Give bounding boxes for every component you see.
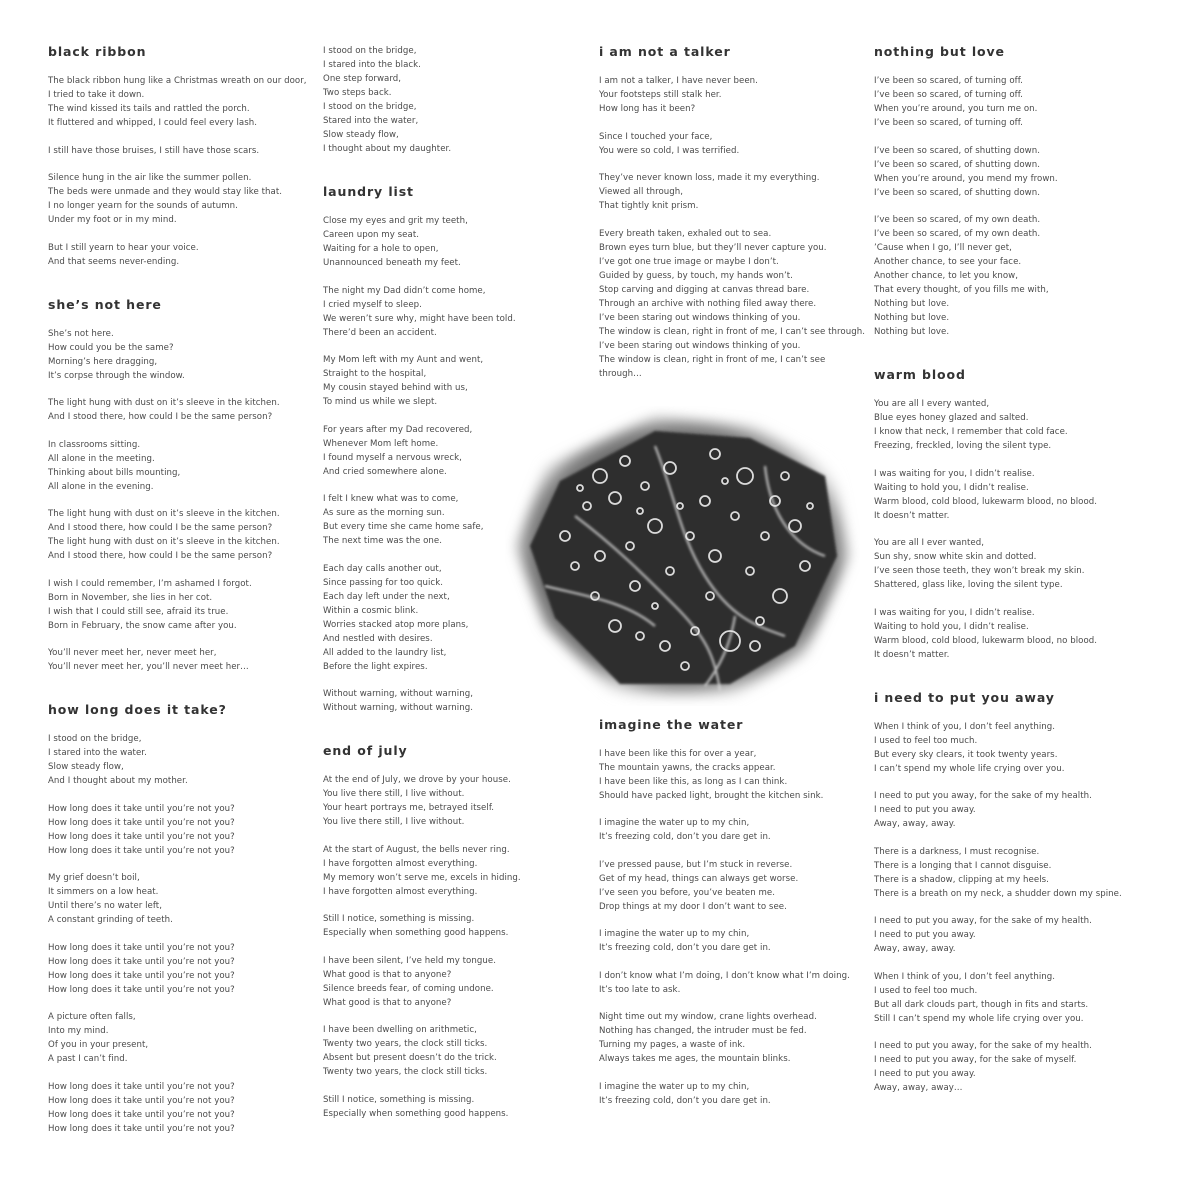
lyric-line: How long does it take until you’re not you? — [48, 942, 235, 953]
lyric-line: Another chance, to let you know, — [874, 271, 1019, 281]
lyric-line: Especially when something good happens. — [323, 928, 509, 938]
lyric-line: I’ve got one true image or maybe I don’t. — [599, 256, 779, 267]
lyric-line: I’ve been so scared, of shutting down. — [874, 187, 1041, 198]
lyric-line: Silence hung in the air like the summer pollen. — [48, 173, 252, 183]
stanza — [874, 789, 1149, 831]
lyric-line: Always takes me ages, the mountain blinks. — [599, 1054, 791, 1064]
lyric-line: Under my foot or in my mind. — [48, 215, 177, 225]
lyric-line: It’s too late to ask. — [599, 984, 681, 995]
lyric-line: Morning’s here dragging, — [48, 356, 158, 367]
stanza — [323, 44, 593, 156]
lyric-line: You’ll never meet her, you’ll never meet her… — [48, 662, 249, 672]
lyric-line: Careen upon my seat. — [323, 230, 420, 240]
lyric-line: How long does it take until you’re not you? — [48, 817, 235, 828]
lyric-line: Nothing but love. — [874, 313, 950, 323]
lyric-line: How long does it take until you’re not you? — [48, 845, 235, 856]
lyric-line: Especially when something good happens. — [323, 1108, 509, 1119]
stanza — [323, 284, 593, 340]
lyric-line: How long does it take until you’re not you? — [48, 1123, 235, 1134]
lyric-line: As sure as the morning sun. — [323, 508, 445, 518]
lyric-line: I need to put you away, for the sake of my health. — [874, 1041, 1092, 1051]
lyric-line: Born in February, the snow came after you. — [48, 620, 237, 631]
lyric-line: A past I can’t find. — [48, 1054, 128, 1064]
lyric-line: We weren’t sure why, might have been told. — [323, 313, 516, 324]
stanza — [599, 816, 874, 844]
stanza — [323, 1023, 593, 1079]
lyric-line: Warm blood, cold blood, lukewarm blood, no blood. — [874, 635, 1098, 646]
stanza — [599, 1010, 874, 1066]
song-continuation — [323, 44, 593, 156]
lyric-line: Still I notice, something is missing. — [323, 914, 475, 924]
stanza — [599, 171, 874, 213]
lyric-line: My cousin stayed behind with us, — [323, 383, 468, 393]
lyric-line: Sun shy, snow white skin and dotted. — [874, 552, 1037, 562]
lyric-line: I used to feel too much. — [874, 735, 978, 746]
lyric-line: I wish I could remember, I’m ashamed I forgot. — [48, 578, 252, 589]
lyric-line: Turning my pages, a waste of ink. — [599, 1040, 746, 1050]
lyric-line: I stood on the bridge, — [323, 46, 417, 56]
stanza — [874, 213, 1149, 339]
lyric-line: Before the light expires. — [323, 661, 428, 672]
lyric-line: How long has it been? — [599, 104, 696, 114]
lyric-line: I have been like this for over a year, — [599, 748, 757, 759]
song-title: she’s not here — [48, 296, 162, 312]
lyric-line: I thought about my daughter. — [323, 144, 452, 154]
stanza — [599, 74, 874, 116]
lyric-line: ’Cause when I go, I’ll never get, — [874, 243, 1012, 253]
lyric-line: Waiting to hold you, I didn’t realise. — [874, 621, 1029, 632]
stanza — [874, 914, 1149, 956]
lyric-line: When you’re around, you mend my frown. — [874, 173, 1058, 184]
lyric-line: Of you in your present, — [48, 1040, 149, 1050]
lyric-line: When I think of you, I don’t feel anything. — [874, 721, 1056, 732]
lyric-line: Guided by guess, by touch, my hands won’t. — [599, 270, 793, 281]
lyric-line: In classrooms sitting. — [48, 439, 141, 450]
lyric-line: I found myself a nervous wreck, — [323, 452, 462, 463]
lyric-line: My grief doesn’t boil, — [48, 873, 140, 883]
lyric-line: I’ve seen those teeth, they won’t break my skin. — [874, 566, 1085, 576]
stanza — [48, 577, 318, 633]
lyric-line: The light hung with dust on it’s sleeve in the kitchen. — [48, 509, 280, 519]
lyric-line: through… — [599, 368, 642, 379]
song-title: black ribbon — [48, 44, 147, 59]
lyric-line: Close my eyes and grit my teeth, — [323, 216, 468, 226]
lyric-line: I no longer yearn for the sounds of autumn. — [48, 201, 238, 211]
lyric-line: When you’re around, you turn me on. — [874, 104, 1038, 114]
lyric-line: She’s not here. — [48, 328, 114, 339]
ice-bubbles-photo — [505, 406, 860, 706]
stanza — [48, 396, 318, 424]
lyric-line: And cried somewhere alone. — [323, 466, 447, 477]
lyric-line: Silence breeds fear, of coming undone. — [323, 983, 494, 994]
lyric-line: Twenty two years, the clock still ticks. — [323, 1039, 488, 1049]
lyric-line: It’s freezing cold, don’t you dare get in. — [599, 1095, 771, 1106]
stanza — [874, 845, 1149, 901]
lyric-line: All alone in the evening. — [48, 481, 154, 492]
song-title: laundry list — [323, 184, 414, 199]
lyric-line: The window is clean, right in front of me, I can’t see through. — [599, 326, 865, 337]
lyric-line: Born in November, she lies in her cot. — [48, 592, 213, 603]
stanza — [874, 720, 1149, 776]
lyric-line: I don’t know what I’m doing, I don’t know what I’m doing. — [599, 970, 850, 981]
lyric-line: I wish that I could still see, afraid its true. — [48, 606, 229, 617]
lyric-line: It’s freezing cold, don’t you dare get in. — [599, 832, 771, 842]
lyric-line: It doesn’t matter. — [874, 510, 950, 521]
stanza — [599, 927, 874, 955]
lyric-line: Viewed all through, — [599, 187, 684, 197]
lyric-line: Into my mind. — [48, 1026, 109, 1036]
stanza — [48, 871, 318, 927]
lyric-line: I have forgotten almost everything. — [323, 858, 478, 869]
lyric-line: I’ve been so scared, of turning off. — [874, 118, 1023, 128]
lyric-line: I still have those bruises, I still have those scars. — [48, 145, 260, 156]
stanza — [48, 646, 318, 674]
lyric-line: I need to put you away, for the sake of my health. — [874, 916, 1092, 926]
stanza — [323, 912, 593, 940]
lyric-line: It’s freezing cold, don’t you dare get in. — [599, 943, 771, 953]
song — [874, 44, 1149, 339]
stanza — [874, 144, 1149, 200]
lyric-line: The black ribbon hung like a Christmas wreath on our door, — [48, 76, 307, 86]
song-title: imagine the water — [599, 716, 744, 732]
lyric-line: My memory won’t serve me, excels in hiding. — [323, 872, 521, 883]
lyric-line: I was waiting for you, I didn’t realise. — [874, 607, 1035, 618]
lyric-line: I’ve been so scared, of my own death. — [874, 229, 1041, 239]
song-title: warm blood — [874, 367, 966, 382]
lyric-line: I imagine the water up to my chin, — [599, 1081, 750, 1092]
lyric-line: How long does it take until you’re not you? — [48, 1109, 235, 1120]
lyric-line: There is a breath on my neck, a shudder down my spine. — [874, 888, 1122, 899]
song — [599, 717, 874, 1108]
lyric-line: I’ve been so scared, of turning off. — [874, 90, 1023, 100]
lyric-line: What good is that to anyone? — [323, 969, 452, 980]
stanza — [48, 74, 318, 130]
lyric-line: I’ve been so scared, of shutting down. — [874, 145, 1041, 156]
lyric-line: All added to the laundry list, — [323, 647, 447, 658]
lyrics-column-4 — [874, 44, 1149, 1123]
song-title: nothing but love — [874, 44, 1005, 59]
lyric-line: Unannounced beneath my feet. — [323, 258, 461, 268]
lyric-line: I’ve been staring out windows thinking of you. — [599, 312, 801, 323]
stanza — [48, 327, 318, 383]
lyric-line: Warm blood, cold blood, lukewarm blood, no blood. — [874, 496, 1098, 507]
stanza — [874, 467, 1149, 523]
lyric-line: Each day calls another out, — [323, 563, 442, 574]
lyric-line: The beds were unmade and they would stay like that. — [48, 187, 283, 197]
stanza — [323, 1093, 593, 1121]
lyric-line: Blue eyes honey glazed and salted. — [874, 413, 1029, 423]
lyric-line: Away, away, away. — [874, 819, 956, 829]
lyric-line: That tightly knit prism. — [599, 201, 699, 211]
lyric-line: And nestled with desires. — [323, 633, 433, 644]
lyric-line: Waiting to hold you, I didn’t realise. — [874, 482, 1029, 493]
lyric-line: I need to put you away, for the sake of myself. — [874, 1055, 1077, 1065]
lyric-line: There is a longing that I cannot disguise. — [874, 860, 1052, 871]
lyric-line: Until there’s no water left, — [48, 901, 162, 911]
lyric-line: There is a darkness, I must recognise. — [874, 846, 1040, 857]
lyric-line: It fluttered and whipped, I could feel every lash. — [48, 118, 258, 128]
stanza — [323, 843, 593, 899]
song-title: i am not a talker — [599, 44, 731, 59]
lyric-line: Away, away, away… — [874, 1083, 963, 1093]
lyric-line: But every sky clears, it took twenty years. — [874, 749, 1058, 760]
stanza — [48, 732, 318, 788]
stanza — [48, 1080, 318, 1136]
lyric-line: I was waiting for you, I didn’t realise. — [874, 468, 1035, 479]
lyric-line: Freezing, freckled, loving the silent type. — [874, 441, 1052, 451]
lyric-line: Still I notice, something is missing. — [323, 1094, 475, 1105]
lyric-line: I used to feel too much. — [874, 985, 978, 996]
song — [48, 702, 318, 1136]
stanza — [323, 954, 593, 1010]
lyric-line: To mind us while we slept. — [323, 397, 438, 407]
lyric-line: At the end of July, we drove by your house. — [323, 775, 511, 785]
lyric-line: Shattered, glass like, loving the silent type. — [874, 580, 1063, 590]
lyric-line: Since passing for too quick. — [323, 577, 444, 588]
lyric-line: I’ve pressed pause, but I’m stuck in reverse. — [599, 859, 793, 870]
lyric-line: The next time was the one. — [323, 536, 442, 546]
lyrics-column-1 — [48, 44, 318, 1164]
stanza — [599, 227, 874, 381]
lyric-line: Stop carving and digging at canvas thread bare. — [599, 284, 810, 295]
stanza — [874, 1039, 1149, 1095]
stanza — [599, 1080, 874, 1108]
lyric-line: But I still yearn to hear your voice. — [48, 242, 199, 253]
lyric-line: I felt I knew what was to come, — [323, 494, 459, 504]
lyric-line: Stared into the water, — [323, 116, 419, 126]
lyric-line: Two steps back. — [323, 88, 392, 98]
lyric-line: I’ve been staring out windows thinking of you. — [599, 340, 801, 351]
lyric-line: The mountain yawns, the cracks appear. — [599, 762, 776, 773]
stanza — [48, 241, 318, 269]
stanza — [323, 214, 593, 270]
stanza — [48, 802, 318, 858]
lyric-line: I know that neck, I remember that cold face. — [874, 427, 1068, 437]
lyric-line: Should have packed light, brought the kitchen sink. — [599, 790, 824, 801]
lyric-line: Another chance, to see your face. — [874, 257, 1022, 267]
lyric-line: Night time out my window, crane lights overhead. — [599, 1012, 817, 1022]
stanza — [599, 747, 874, 803]
lyric-line: Whenever Mom left home. — [323, 438, 439, 449]
lyric-line: Waiting for a hole to open, — [323, 244, 439, 254]
stanza — [48, 438, 318, 494]
song — [599, 44, 874, 381]
lyric-line: You live there still, I live without. — [323, 817, 465, 827]
lyric-line: How could you be the same? — [48, 342, 174, 353]
lyric-line: How long does it take until you’re not you? — [48, 956, 235, 967]
lyric-line: You’ll never meet her, never meet her, — [48, 648, 217, 658]
stanza — [323, 353, 593, 409]
lyric-line: Nothing has changed, the intruder must be fed. — [599, 1026, 807, 1036]
lyric-line: I have been like this, as long as I can think. — [599, 776, 788, 787]
lyric-line: How long does it take until you’re not you? — [48, 970, 235, 981]
song — [874, 367, 1149, 662]
lyric-line: And I stood there, how could I be the same person? — [48, 412, 273, 422]
lyric-line: Since I touched your face, — [599, 131, 713, 142]
lyric-line: I need to put you away. — [874, 930, 976, 940]
stanza — [48, 144, 318, 158]
lyric-line: I need to put you away, for the sake of my health. — [874, 791, 1092, 801]
lyric-line: Drop things at my door I don’t want to see. — [599, 901, 787, 912]
lyric-line: Brown eyes turn blue, but they’ll never capture you. — [599, 242, 827, 253]
stanza — [874, 970, 1149, 1026]
lyric-line: Every breath taken, exhaled out to sea. — [599, 228, 772, 239]
lyric-line: I stared into the black. — [323, 60, 421, 70]
lyric-line: One step forward, — [323, 74, 402, 84]
lyric-line: At the start of August, the bells never ring. — [323, 844, 510, 855]
lyric-line: There is a shadow, clipping at my heels. — [874, 874, 1049, 885]
lyric-line: I imagine the water up to my chin, — [599, 929, 750, 939]
stanza — [323, 773, 593, 829]
lyric-line: A picture often falls, — [48, 1012, 136, 1022]
song — [323, 743, 593, 1121]
lyric-line: The window is clean, right in front of me, I can’t see — [599, 354, 826, 365]
lyric-line: The light hung with dust on it’s sleeve in the kitchen. — [48, 537, 280, 547]
lyric-line: Without warning, without warning, — [323, 689, 474, 699]
lyric-line: I need to put you away. — [874, 805, 976, 815]
stanza — [599, 858, 874, 914]
stanza — [48, 1010, 318, 1066]
lyric-line: I have been dwelling on arithmetic, — [323, 1025, 477, 1035]
lyric-line: I tried to take it down. — [48, 90, 145, 100]
stanza — [874, 606, 1149, 662]
lyric-line: You are all I every wanted, — [874, 399, 990, 409]
stanza — [599, 969, 874, 997]
lyric-line: How long does it take until you’re not you? — [48, 984, 235, 995]
lyric-line: I stood on the bridge, — [323, 102, 417, 112]
lyric-line: I can’t spend my whole life crying over you. — [874, 763, 1065, 774]
stanza — [48, 941, 318, 997]
lyric-line: But all dark clouds part, though in fits and starts. — [874, 999, 1089, 1010]
song — [48, 44, 318, 269]
lyric-line: Your heart portrays me, betrayed itself. — [323, 803, 495, 813]
lyric-line: How long does it take until you’re not you? — [48, 1095, 235, 1106]
lyric-line: You are all I ever wanted, — [874, 538, 985, 548]
stanza — [48, 507, 318, 563]
lyric-line: I’ve been so scared, of turning off. — [874, 76, 1023, 86]
lyric-line: I stood on the bridge, — [48, 734, 142, 744]
lyric-line: You live there still, I live without. — [323, 789, 465, 799]
lyric-line: Your footsteps still stalk her. — [599, 90, 722, 100]
lyric-line: I cried myself to sleep. — [323, 299, 422, 310]
lyric-line: The wind kissed its tails and rattled the porch. — [48, 104, 250, 114]
lyric-line: Twenty two years, the clock still ticks. — [323, 1067, 488, 1077]
lyric-line: I’ve been so scared, of shutting down. — [874, 159, 1041, 170]
lyric-line: How long does it take until you’re not you? — [48, 803, 235, 814]
lyric-line: Worries stacked atop more plans, — [323, 619, 469, 630]
stanza — [599, 130, 874, 158]
lyric-line: But every time she came home safe, — [323, 522, 484, 532]
lyric-line: I am not a talker, I have never been. — [599, 76, 758, 86]
lyric-line: It doesn’t matter. — [874, 649, 950, 660]
lyric-line: Thinking about bills mounting, — [48, 467, 181, 478]
lyric-line: I have been silent, I’ve held my tongue. — [323, 955, 496, 966]
lyric-line: Absent but present doesn’t do the trick. — [323, 1053, 497, 1063]
lyric-line: Without warning, without warning. — [323, 703, 474, 713]
lyric-line: And I stood there, how could I be the same person? — [48, 551, 273, 561]
lyric-line: I imagine the water up to my chin, — [599, 818, 750, 828]
lyric-line: How long does it take until you’re not you? — [48, 831, 235, 842]
lyric-line: They’ve never known loss, made it my everything. — [599, 173, 820, 183]
lyric-line: Still I can’t spend my whole life crying over you. — [874, 1013, 1084, 1024]
lyric-line: The light hung with dust on it’s sleeve in the kitchen. — [48, 398, 280, 408]
lyric-line: There’d been an accident. — [323, 327, 437, 338]
song-title: how long does it take? — [48, 702, 227, 717]
lyric-line: Each day left under the next, — [323, 591, 450, 602]
song — [48, 297, 318, 675]
lyric-line: Get of my head, things can always get worse. — [599, 873, 799, 884]
stanza — [874, 536, 1149, 592]
stanza — [48, 171, 318, 227]
song-title: end of july — [323, 743, 408, 758]
lyric-line: Away, away, away. — [874, 944, 956, 954]
lyric-line: For years after my Dad recovered, — [323, 424, 473, 435]
lyric-line: All alone in the meeting. — [48, 453, 155, 464]
lyric-line: A constant grinding of teeth. — [48, 915, 173, 925]
lyric-line: And that seems never-ending. — [48, 256, 180, 267]
lyric-line: My Mom left with my Aunt and went, — [323, 355, 484, 365]
lyric-line: Slow steady flow, — [323, 130, 399, 140]
lyric-line: Straight to the hospital, — [323, 369, 427, 379]
lyric-line: It simmers on a low heat. — [48, 887, 159, 897]
lyric-line: Nothing but love. — [874, 299, 950, 309]
lyric-line: And I stood there, how could I be the same person? — [48, 523, 273, 533]
lyric-line: And I thought about my mother. — [48, 776, 188, 786]
stanza — [874, 397, 1149, 453]
lyric-line: I’ve been so scared, of my own death. — [874, 215, 1041, 225]
lyric-line: Within a cosmic blink. — [323, 605, 419, 616]
lyric-line: What good is that to anyone? — [323, 997, 452, 1008]
song-title: i need to put you away — [874, 689, 1055, 705]
lyric-line: I stared into the water. — [48, 748, 147, 758]
lyric-line: I have forgotten almost everything. — [323, 886, 478, 897]
lyric-line: I need to put you away. — [874, 1069, 976, 1079]
stanza — [874, 74, 1149, 130]
lyric-line: Slow steady flow, — [48, 762, 124, 772]
lyric-line: I’ve seen you before, you’ve beaten me. — [599, 887, 776, 898]
lyric-line: That every thought, of you fills me with, — [874, 285, 1049, 295]
lyric-line: Through an archive with nothing filed away there. — [599, 298, 817, 309]
lyric-line: The night my Dad didn’t come home, — [323, 285, 486, 296]
lyric-line: It’s corpse through the window. — [48, 370, 185, 381]
lyric-line: How long does it take until you’re not you? — [48, 1081, 235, 1092]
lyric-line: You were so cold, I was terrified. — [599, 145, 740, 156]
song — [874, 690, 1149, 1096]
lyric-line: Nothing but love. — [874, 327, 950, 337]
lyric-line: When I think of you, I don’t feel anything. — [874, 971, 1056, 982]
